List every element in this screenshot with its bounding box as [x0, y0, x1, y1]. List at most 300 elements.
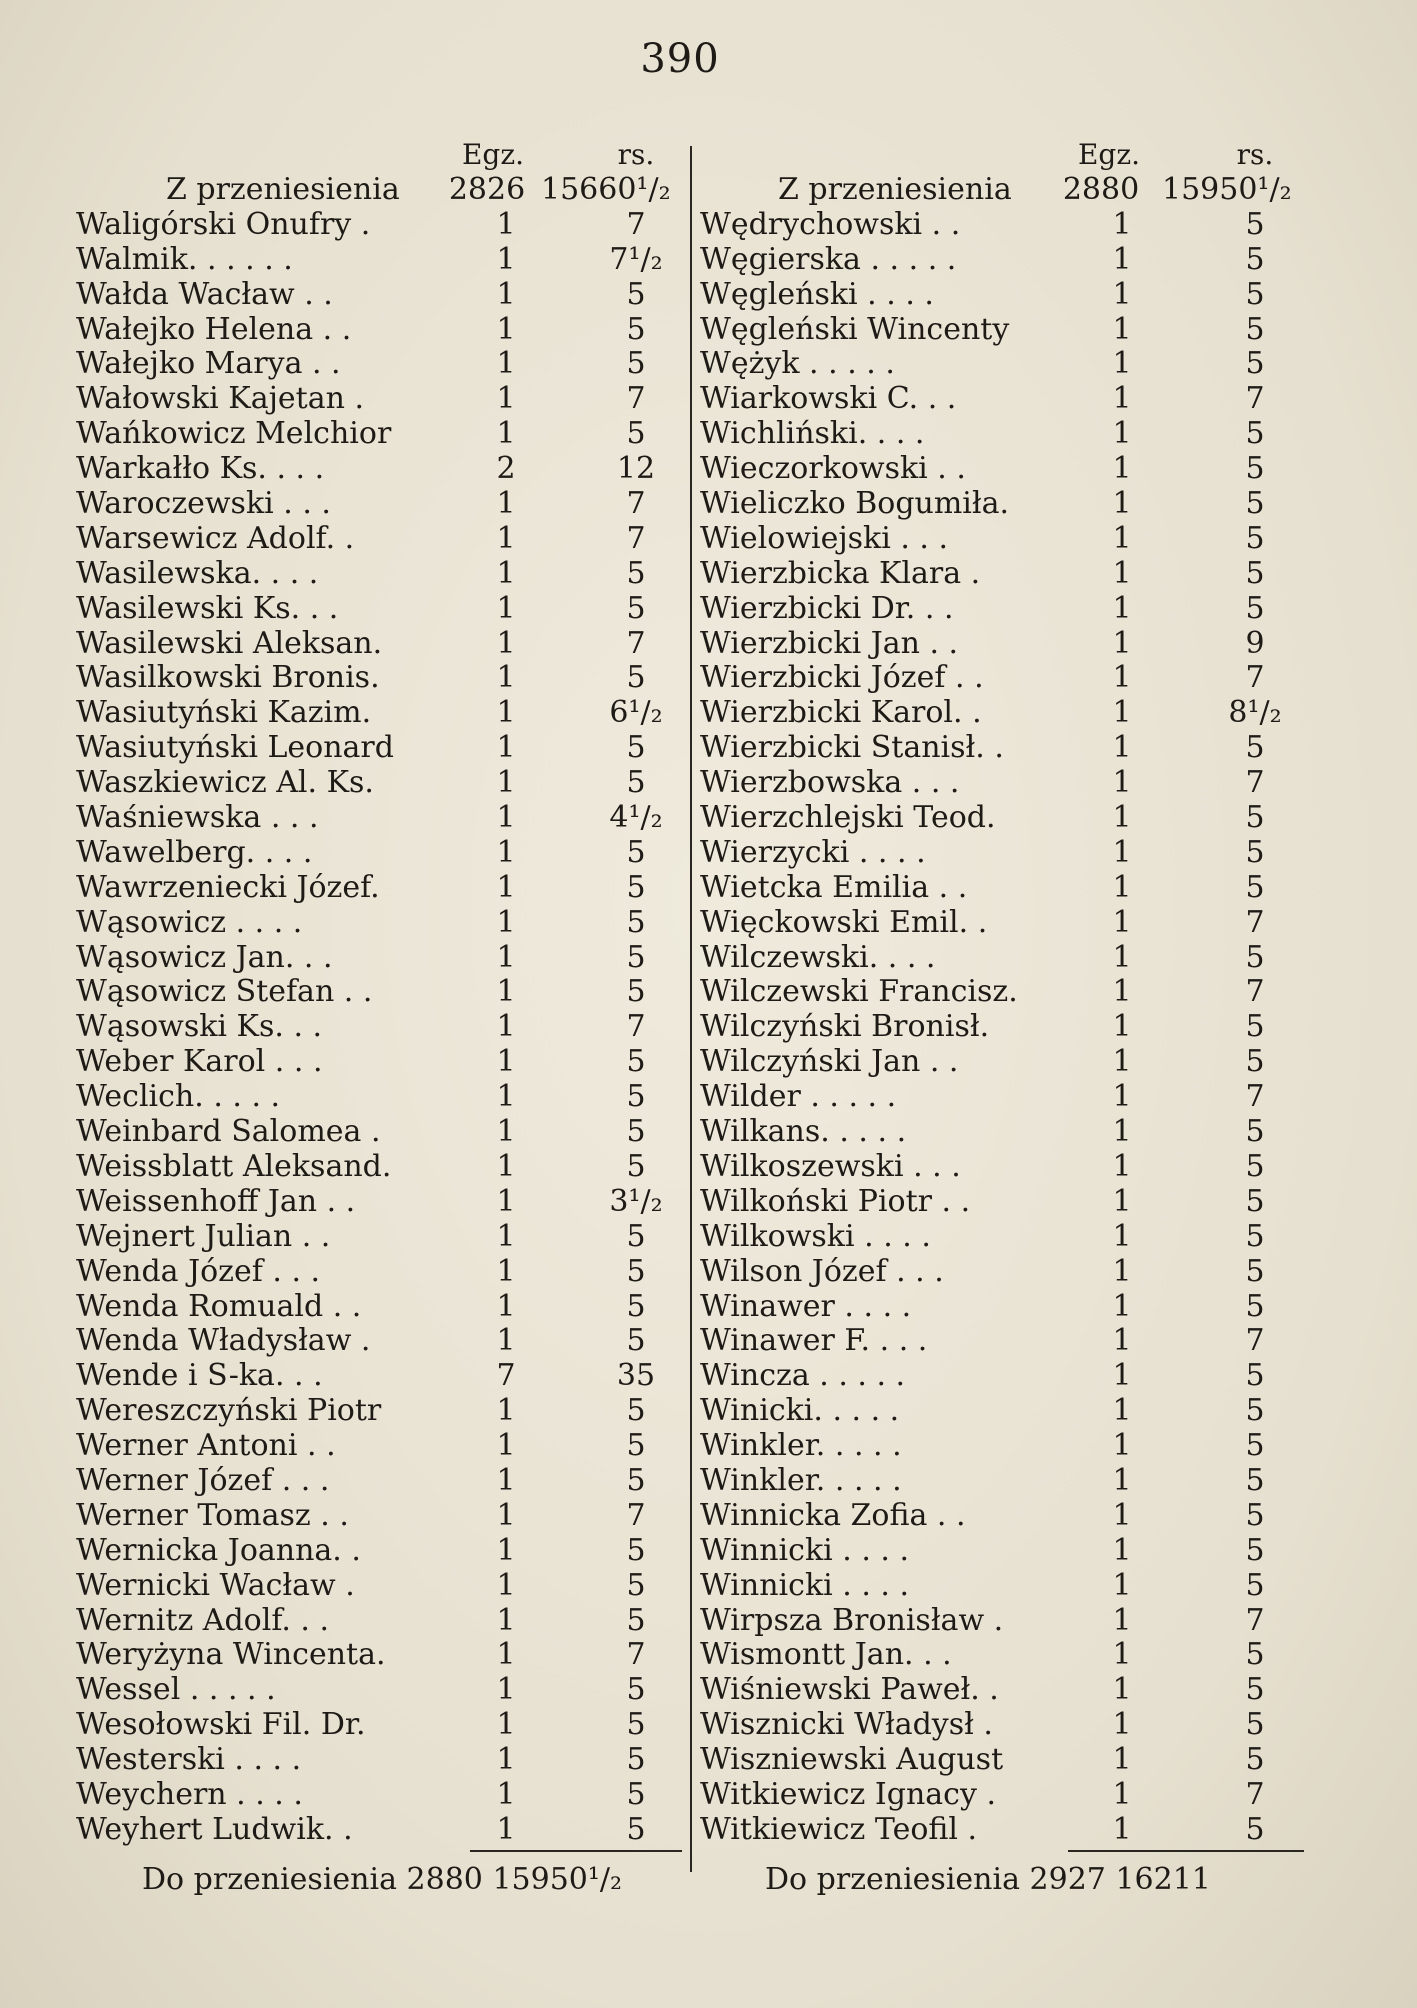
entry-name: Wismontt Jan. . .	[700, 1637, 952, 1673]
list-item	[700, 1637, 1310, 1672]
list-item	[700, 1777, 1310, 1812]
entry-name: Weinbard Salomea .	[76, 1114, 381, 1150]
list-item	[700, 940, 1310, 975]
entry-rs: 5	[626, 1811, 646, 1847]
entry-rs: 5	[626, 904, 646, 940]
entry-egz: 1	[1112, 1462, 1132, 1498]
entry-egz: 1	[1112, 660, 1132, 696]
entry-name: Węgleński . . . .	[700, 276, 934, 312]
carry-in-egz: 2880	[1062, 172, 1140, 207]
entry-egz: 1	[496, 1532, 516, 1568]
left-column	[76, 138, 686, 1847]
entry-name: Wasilewska. . . .	[76, 555, 319, 591]
entry-egz: 1	[1112, 765, 1132, 801]
entry-name: Winicki. . . . .	[700, 1393, 900, 1429]
list-item	[76, 1149, 686, 1184]
entry-egz: 1	[1112, 1044, 1132, 1080]
entry-egz: 1	[1112, 590, 1132, 626]
entry-egz: 1	[496, 904, 516, 940]
entry-egz: 1	[496, 381, 516, 417]
left-entries	[76, 207, 686, 1847]
entry-rs: 7	[1245, 765, 1265, 801]
entry-rs: 5	[1245, 939, 1265, 975]
entry-rs: 5	[1245, 1428, 1265, 1464]
list-item	[76, 451, 686, 486]
list-item	[700, 905, 1310, 940]
entry-name: Winnicka Zofia . .	[700, 1497, 966, 1533]
carry-out-egz: 2880	[406, 1862, 483, 1897]
list-item	[76, 1812, 686, 1847]
list-item	[76, 835, 686, 870]
entry-name: Wąsowski Ks. . .	[76, 1009, 323, 1045]
entry-egz: 1	[496, 311, 516, 347]
list-item	[76, 556, 686, 591]
list-item	[76, 1114, 686, 1149]
list-item	[76, 940, 686, 975]
entry-rs: 5	[626, 555, 646, 591]
entry-egz: 1	[1112, 486, 1132, 522]
entry-rs: 8¹/₂	[1228, 695, 1282, 731]
entry-rs: 5	[626, 1148, 646, 1184]
column-header	[76, 138, 686, 172]
entry-rs: 9	[1245, 625, 1265, 661]
entry-rs: 7	[1245, 1323, 1265, 1359]
entry-rs: 5	[1245, 241, 1265, 277]
entry-egz: 1	[1112, 416, 1132, 452]
entry-egz: 1	[1112, 1183, 1132, 1219]
entry-rs: 7	[626, 1637, 646, 1673]
entry-rs: 7	[1245, 1079, 1265, 1115]
entry-name: Wichliński. . . .	[700, 416, 925, 452]
entry-egz: 1	[1112, 1079, 1132, 1115]
entry-rs: 5	[1245, 1044, 1265, 1080]
entry-egz: 1	[496, 1218, 516, 1254]
carry-in-rs: 15660¹/₂	[541, 172, 671, 207]
entry-egz: 1	[1112, 1776, 1132, 1812]
entry-egz: 7	[496, 1358, 516, 1394]
entry-rs: 5	[1245, 311, 1265, 347]
entry-name: Wałda Wacław . .	[76, 276, 333, 312]
entry-rs: 3¹/₂	[609, 1183, 663, 1219]
entry-name: Wilkans. . . . .	[700, 1114, 907, 1150]
entry-egz: 1	[496, 1079, 516, 1115]
list-item	[700, 451, 1310, 486]
column-divider	[690, 146, 692, 1872]
list-item	[76, 242, 686, 277]
entry-egz: 1	[496, 1428, 516, 1464]
entry-name: Wessel . . . . .	[76, 1672, 276, 1708]
list-item	[700, 346, 1310, 381]
list-item	[700, 974, 1310, 1009]
entry-name: Weychern . . . .	[76, 1776, 303, 1812]
entry-name: Wilczewski Francisz.	[700, 974, 1018, 1010]
header-egz: Egz.	[461, 138, 524, 171]
entry-rs: 5	[626, 1742, 646, 1778]
list-item	[76, 207, 686, 242]
list-item	[76, 1533, 686, 1568]
right-entries	[700, 207, 1310, 1847]
entry-name: Wawrzeniecki Józef.	[76, 869, 380, 905]
entry-name: Wilder . . . . .	[700, 1079, 897, 1115]
entry-rs: 5	[626, 1288, 646, 1324]
entry-rs: 5	[1245, 1811, 1265, 1847]
carry-out-label: Do przeniesienia	[765, 1862, 1020, 1897]
entry-egz: 1	[1112, 939, 1132, 975]
list-item	[76, 1393, 686, 1428]
list-item	[700, 1079, 1310, 1114]
entry-egz: 1	[1112, 451, 1132, 487]
list-item	[700, 1289, 1310, 1324]
entry-rs: 5	[626, 1218, 646, 1254]
list-item	[700, 1812, 1310, 1847]
list-item	[76, 1637, 686, 1672]
entry-name: Waszkiewicz Al. Ks.	[76, 765, 374, 801]
entry-egz: 1	[496, 520, 516, 556]
list-item	[76, 416, 686, 451]
entry-name: Winkler. . . . .	[700, 1462, 902, 1498]
entry-rs: 7	[626, 206, 646, 242]
entry-rs: 5	[1245, 1393, 1265, 1429]
header-rs: rs.	[617, 138, 655, 171]
entry-name: Wincza . . . . .	[700, 1358, 906, 1394]
entry-egz: 1	[496, 1637, 516, 1673]
entry-name: Werner Tomasz . .	[76, 1497, 349, 1533]
entry-name: Wąsowicz . . . .	[76, 904, 303, 940]
entry-rs: 7¹/₂	[609, 241, 663, 277]
entry-egz: 2	[496, 451, 516, 487]
entry-name: Wende i S-ka. . .	[76, 1358, 323, 1394]
entry-egz: 1	[496, 1567, 516, 1603]
entry-name: Wieczorkowski . .	[700, 451, 966, 487]
list-item	[700, 695, 1310, 730]
entry-rs: 5	[626, 1114, 646, 1150]
entry-egz: 1	[496, 730, 516, 766]
entry-rs: 5	[1245, 1114, 1265, 1150]
entry-name: Wałejko Marya . .	[76, 346, 341, 382]
entry-egz: 1	[1112, 1428, 1132, 1464]
entry-rs: 5	[626, 660, 646, 696]
carry-in-egz: 2826	[448, 172, 526, 207]
entry-name: Weber Karol . . .	[76, 1044, 323, 1080]
entry-name: Wędrychowski . .	[700, 206, 961, 242]
entry-egz: 1	[496, 1323, 516, 1359]
entry-rs: 5	[626, 1567, 646, 1603]
entry-name: Warsewicz Adolf. .	[76, 520, 355, 556]
list-item	[700, 312, 1310, 347]
entry-rs: 5	[626, 730, 646, 766]
entry-egz: 1	[1112, 1811, 1132, 1847]
entry-egz: 1	[496, 486, 516, 522]
entry-egz: 1	[496, 1183, 516, 1219]
entry-name: Wejnert Julian . .	[76, 1218, 331, 1254]
entry-name: Wielowiejski . . .	[700, 520, 949, 556]
entry-rs: 5	[1245, 555, 1265, 591]
entry-egz: 1	[1112, 1253, 1132, 1289]
entry-egz: 1	[496, 1811, 516, 1847]
list-item	[76, 800, 686, 835]
list-item	[700, 1707, 1310, 1742]
entry-rs: 5	[626, 1672, 646, 1708]
entry-rs: 5	[626, 416, 646, 452]
list-item	[700, 1114, 1310, 1149]
entry-egz: 1	[496, 416, 516, 452]
entry-name: Wilkoszewski . . .	[700, 1148, 961, 1184]
entry-name: Werner Antoni . .	[76, 1428, 336, 1464]
entry-egz: 1	[496, 346, 516, 382]
entry-rs: 5	[1245, 1532, 1265, 1568]
entry-egz: 1	[496, 1776, 516, 1812]
list-item	[700, 556, 1310, 591]
entry-name: Wilczyński Bronisł.	[700, 1009, 990, 1045]
entry-egz: 1	[1112, 1672, 1132, 1708]
entry-egz: 1	[1112, 1393, 1132, 1429]
entry-name: Wałowski Kajetan .	[76, 381, 364, 417]
entry-rs: 5	[1245, 1707, 1265, 1743]
entry-rs: 5	[1245, 416, 1265, 452]
entry-rs: 7	[1245, 904, 1265, 940]
entry-egz: 1	[1112, 974, 1132, 1010]
carry-in-rs: 15950¹/₂	[1162, 172, 1292, 207]
entry-egz: 1	[1112, 1567, 1132, 1603]
entry-name: Wenda Józef . . .	[76, 1253, 321, 1289]
list-item	[700, 591, 1310, 626]
list-item	[700, 1009, 1310, 1044]
entry-egz: 1	[496, 206, 516, 242]
entry-egz: 1	[1112, 869, 1132, 905]
list-item	[76, 1568, 686, 1603]
list-item	[76, 591, 686, 626]
carry-in-label: Z przeniesienia	[166, 172, 400, 207]
entry-name: Wałejko Helena . .	[76, 311, 352, 347]
entry-name: Wierzbicki Józef . .	[700, 660, 984, 696]
entry-name: Wilczyński Jan . .	[700, 1044, 959, 1080]
entry-rs: 5	[1245, 1009, 1265, 1045]
list-item	[76, 381, 686, 416]
right-column	[700, 138, 1310, 1847]
entry-rs: 5	[1245, 486, 1265, 522]
entry-rs: 35	[616, 1358, 656, 1394]
list-item	[700, 521, 1310, 556]
list-item	[700, 1672, 1310, 1707]
list-item	[76, 1009, 686, 1044]
entry-name: Węgleński Wincenty	[700, 311, 1010, 347]
list-item	[700, 277, 1310, 312]
entry-name: Wężyk . . . . .	[700, 346, 895, 382]
entry-name: Wierzbicki Stanisł. .	[700, 730, 1004, 766]
carry-out-egz: 2927	[1029, 1862, 1106, 1897]
entry-name: Witkiewicz Teofil .	[700, 1811, 978, 1847]
entry-rs: 5	[1245, 1637, 1265, 1673]
entry-name: Wierzycki . . . .	[700, 834, 926, 870]
entry-egz: 1	[1112, 1358, 1132, 1394]
list-item	[700, 1603, 1310, 1638]
entry-name: Waligórski Onufry .	[76, 206, 371, 242]
list-item	[700, 1742, 1310, 1777]
entry-egz: 1	[496, 869, 516, 905]
header-egz: Egz.	[1077, 138, 1140, 171]
list-item	[700, 242, 1310, 277]
entry-egz: 1	[496, 555, 516, 591]
list-item	[76, 1323, 686, 1358]
entry-rs: 7	[1245, 1602, 1265, 1638]
entry-rs: 5	[626, 1393, 646, 1429]
list-item	[76, 1463, 686, 1498]
entry-egz: 1	[1112, 1323, 1132, 1359]
entry-egz: 1	[1112, 1602, 1132, 1638]
entry-egz: 1	[496, 660, 516, 696]
entry-rs: 5	[1245, 1183, 1265, 1219]
entry-egz: 1	[1112, 276, 1132, 312]
entry-rs: 5	[1245, 1497, 1265, 1533]
entry-rs: 5	[626, 1044, 646, 1080]
entry-egz: 1	[496, 695, 516, 731]
carry-out-left	[142, 1862, 622, 1897]
list-item	[700, 1323, 1310, 1358]
carry-out-label: Do przeniesienia	[142, 1862, 397, 1897]
list-item	[76, 486, 686, 521]
page-number: 390	[640, 36, 720, 82]
entry-rs: 5	[1245, 1462, 1265, 1498]
entry-rs: 6¹/₂	[609, 695, 663, 731]
list-item	[76, 974, 686, 1009]
list-item	[76, 1044, 686, 1079]
entry-name: Weyhert Ludwik. .	[76, 1811, 353, 1847]
entry-egz: 1	[1112, 1532, 1132, 1568]
entry-egz: 1	[1112, 800, 1132, 836]
entry-name: Weissenhoff Jan . .	[76, 1183, 356, 1219]
entry-rs: 5	[1245, 1742, 1265, 1778]
entry-name: Wąsowicz Stefan . .	[76, 974, 373, 1010]
entry-name: Wiszniewski August	[700, 1742, 1004, 1778]
entry-egz: 1	[496, 1288, 516, 1324]
list-item	[700, 1358, 1310, 1393]
entry-rs: 5	[1245, 1253, 1265, 1289]
entry-rs: 5	[626, 1253, 646, 1289]
entry-egz: 1	[496, 800, 516, 836]
list-item	[76, 277, 686, 312]
entry-egz: 1	[1112, 241, 1132, 277]
carry-in-row	[76, 172, 686, 207]
entry-egz: 1	[496, 1009, 516, 1045]
entry-name: Wilkowski . . . .	[700, 1218, 931, 1254]
list-item	[76, 521, 686, 556]
entry-name: Wasilkowski Bronis.	[76, 660, 380, 696]
entry-rs: 7	[626, 1497, 646, 1533]
list-item	[76, 1498, 686, 1533]
entry-name: Wilson Józef . . .	[700, 1253, 944, 1289]
entry-name: Wierzbicki Jan . .	[700, 625, 959, 661]
list-item	[76, 1777, 686, 1812]
list-item	[76, 1219, 686, 1254]
list-item	[700, 870, 1310, 905]
list-item	[700, 381, 1310, 416]
entry-rs: 5	[1245, 834, 1265, 870]
entry-name: Wiśniewski Paweł. .	[700, 1672, 999, 1708]
entry-egz: 1	[1112, 1742, 1132, 1778]
entry-name: Walmik. . . . . .	[76, 241, 293, 277]
entry-egz: 1	[496, 590, 516, 626]
entry-rs: 5	[626, 1462, 646, 1498]
entry-name: Wąsowicz Jan. . .	[76, 939, 333, 975]
entry-rs: 7	[1245, 381, 1265, 417]
entry-rs: 5	[1245, 800, 1265, 836]
entry-egz: 1	[1112, 904, 1132, 940]
entry-egz: 1	[1112, 346, 1132, 382]
entry-egz: 1	[1112, 1218, 1132, 1254]
entry-rs: 5	[626, 1776, 646, 1812]
list-item	[76, 1254, 686, 1289]
entry-name: Wasiutyński Leonard	[76, 730, 394, 766]
entry-egz: 1	[1112, 1114, 1132, 1150]
list-item	[700, 1463, 1310, 1498]
entry-name: Węgierska . . . . .	[700, 241, 957, 277]
entry-egz: 1	[1112, 1497, 1132, 1533]
entry-rs: 5	[1245, 346, 1265, 382]
list-item	[76, 1079, 686, 1114]
list-item	[700, 660, 1310, 695]
list-item	[700, 1149, 1310, 1184]
list-item	[700, 835, 1310, 870]
list-item	[700, 1219, 1310, 1254]
entry-egz: 1	[496, 1462, 516, 1498]
entry-name: Warkałło Ks. . . .	[76, 451, 325, 487]
entry-name: Witkiewicz Ignacy .	[700, 1776, 996, 1812]
entry-name: Winnicki . . . .	[700, 1532, 910, 1568]
list-item	[700, 1533, 1310, 1568]
entry-rs: 5	[1245, 869, 1265, 905]
entry-name: Więckowski Emil. .	[700, 904, 988, 940]
entry-name: Wernicki Wacław .	[76, 1567, 355, 1603]
entry-egz: 1	[496, 1044, 516, 1080]
entry-rs: 5	[1245, 451, 1265, 487]
list-item	[76, 905, 686, 940]
entry-egz: 1	[496, 1393, 516, 1429]
entry-egz: 1	[496, 241, 516, 277]
entry-rs: 5	[626, 869, 646, 905]
entry-rs: 5	[1245, 206, 1265, 242]
list-item	[700, 1254, 1310, 1289]
entry-rs: 7	[626, 1009, 646, 1045]
entry-rs: 5	[626, 1079, 646, 1115]
list-item	[76, 870, 686, 905]
carry-in-label: Z przeniesienia	[778, 172, 1012, 207]
entry-rs: 5	[626, 1602, 646, 1638]
entry-rs: 7	[626, 520, 646, 556]
list-item	[700, 1393, 1310, 1428]
entry-egz: 1	[1112, 555, 1132, 591]
header-rs: rs.	[1236, 138, 1274, 171]
entry-egz: 1	[496, 1707, 516, 1743]
entry-egz: 1	[496, 974, 516, 1010]
entry-name: Winawer . . . .	[700, 1288, 912, 1324]
list-item	[700, 1428, 1310, 1463]
list-item	[700, 1498, 1310, 1533]
list-item	[700, 800, 1310, 835]
entry-rs: 5	[626, 1532, 646, 1568]
entry-egz: 1	[496, 1742, 516, 1778]
list-item	[76, 1289, 686, 1324]
list-item	[76, 346, 686, 381]
entry-name: Weissblatt Aleksand.	[76, 1148, 392, 1184]
list-item	[76, 1672, 686, 1707]
entry-name: Wenda Władysław .	[76, 1323, 371, 1359]
entry-name: Wasiutyński Kazim.	[76, 695, 372, 731]
list-item	[76, 730, 686, 765]
entry-name: Wesołowski Fil. Dr.	[76, 1707, 366, 1743]
entry-egz: 1	[1112, 695, 1132, 731]
entry-rs: 7	[626, 381, 646, 417]
entry-name: Wieliczko Bogumiła.	[700, 486, 1010, 522]
